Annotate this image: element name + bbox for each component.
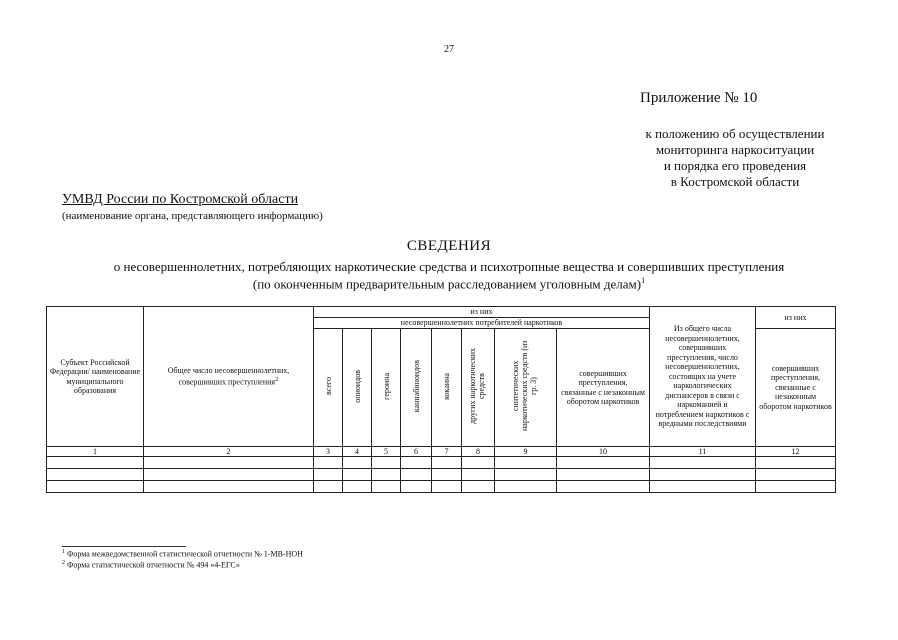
document-subtitle-2 <box>0 276 898 292</box>
appendix-title: Приложение № 10 <box>640 90 758 106</box>
table-cell <box>557 469 650 481</box>
footnote-mark: 2 <box>275 376 279 384</box>
header-of-them: из них <box>314 307 650 318</box>
table-cell <box>495 457 557 469</box>
table-cell <box>372 469 401 481</box>
table-cell <box>401 457 432 469</box>
footnote-text: Форма статистической отчетности № 494 «4-ЕГС» <box>67 560 240 570</box>
table-cell <box>462 481 495 493</box>
organization-caption: (наименование органа, представляющего информацию) <box>62 210 323 222</box>
column-number: 4 <box>343 447 372 457</box>
table-cell <box>432 469 462 481</box>
table-cell <box>314 481 343 493</box>
table-cell <box>372 457 401 469</box>
appendix-desc-line: в Костромской области <box>670 174 800 189</box>
appendix-desc-line: и порядка его проведения <box>663 158 807 173</box>
column-number: 8 <box>462 447 495 457</box>
table-cell <box>314 469 343 481</box>
table-cell <box>372 481 401 493</box>
table-row <box>47 469 836 481</box>
table-cell <box>47 457 144 469</box>
table-cell <box>495 469 557 481</box>
table-cell <box>650 457 756 469</box>
footnote-divider <box>62 546 186 547</box>
table-cell <box>144 457 314 469</box>
table-cell <box>495 481 557 493</box>
footnote-text: Форма межведомственной статистической отчетности № 1-МВ-НОН <box>67 549 303 559</box>
table-cell <box>47 481 144 493</box>
header-opioids: опиоидов <box>343 329 372 447</box>
table-cell <box>650 481 756 493</box>
table-row <box>47 457 836 469</box>
table-cell <box>401 481 432 493</box>
column-number: 9 <box>495 447 557 457</box>
header-all: всего <box>314 329 343 447</box>
table-cell <box>432 457 462 469</box>
table-cell <box>462 457 495 469</box>
footnote-mark: 1 <box>62 549 65 555</box>
document-subtitle: о несовершеннолетних, потребляющих наркотические средства и психотропные вещества и совершивших преступления <box>113 259 785 274</box>
footnote-1 <box>62 549 303 559</box>
header-registered: Из общего числа несовершеннолетних, совершивших преступления, число несовершеннолетних, состоящих на учете наркологических диспансеров в связи с наркоманией и потреблением наркотиков с вредными последствиями <box>650 307 756 447</box>
table-cell <box>343 469 372 481</box>
organization-name: УМВД России по Костромской области <box>62 192 299 207</box>
header-total: Общее число несовершеннолетних, совершивших преступления$^2$ <box>144 307 314 447</box>
table-cell <box>47 469 144 481</box>
header-consumers: несовершеннолетних потребителей наркотиков <box>314 318 650 329</box>
column-number: 10 <box>557 447 650 457</box>
table-cell <box>343 481 372 493</box>
table-row <box>47 481 836 493</box>
header-synthetic: синтетических наркотических средств (из гр. 3) <box>495 329 557 447</box>
header-cannabinoids: каннабиноидов <box>401 329 432 447</box>
header-committed: совершивших преступления, связанные с незаконным оборотом наркотиков <box>557 329 650 447</box>
table-cell <box>756 469 836 481</box>
report-table <box>46 306 836 493</box>
table-cell <box>144 469 314 481</box>
table-cell <box>462 469 495 481</box>
table-cell <box>144 481 314 493</box>
document-title: СВЕДЕНИЯ <box>406 238 492 254</box>
table-cell <box>756 481 836 493</box>
column-number: 11 <box>650 447 756 457</box>
table-cell <box>557 481 650 493</box>
table-cell <box>650 469 756 481</box>
column-number-row <box>47 447 836 457</box>
header-subject: Субъект Российской Федерации/ наименование муниципального образования <box>47 307 144 447</box>
header-cocaine: кокаина <box>432 329 462 447</box>
page-number: 27 <box>444 44 454 55</box>
header-heroin: героина <box>372 329 401 447</box>
footnote-2 <box>62 560 240 570</box>
table-cell <box>343 457 372 469</box>
table-cell <box>557 457 650 469</box>
appendix-desc-line: к положению об осуществлении <box>645 126 825 141</box>
table-cell <box>401 469 432 481</box>
table-cell <box>432 481 462 493</box>
header-committed-2: совершивших преступления, связанные с незаконным оборотом наркотиков <box>756 329 836 447</box>
header-other-drugs: других наркотических средств <box>462 329 495 447</box>
appendix-description <box>600 126 870 190</box>
table-cell <box>756 457 836 469</box>
column-number: 1 <box>47 447 144 457</box>
header-of-them-2: из них <box>756 307 836 329</box>
column-number: 5 <box>372 447 401 457</box>
footnote-mark: 1 <box>641 276 646 285</box>
subtitle-2-text: (по оконченным предварительным расследованием уголовным делам) <box>252 276 642 292</box>
column-number: 3 <box>314 447 343 457</box>
column-number: 6 <box>401 447 432 457</box>
column-number: 2 <box>144 447 314 457</box>
table-cell <box>314 457 343 469</box>
column-number: 12 <box>756 447 836 457</box>
column-number: 7 <box>432 447 462 457</box>
appendix-desc-line: мониторинга наркоситуации <box>655 142 815 157</box>
footnote-mark: 2 <box>62 560 65 566</box>
